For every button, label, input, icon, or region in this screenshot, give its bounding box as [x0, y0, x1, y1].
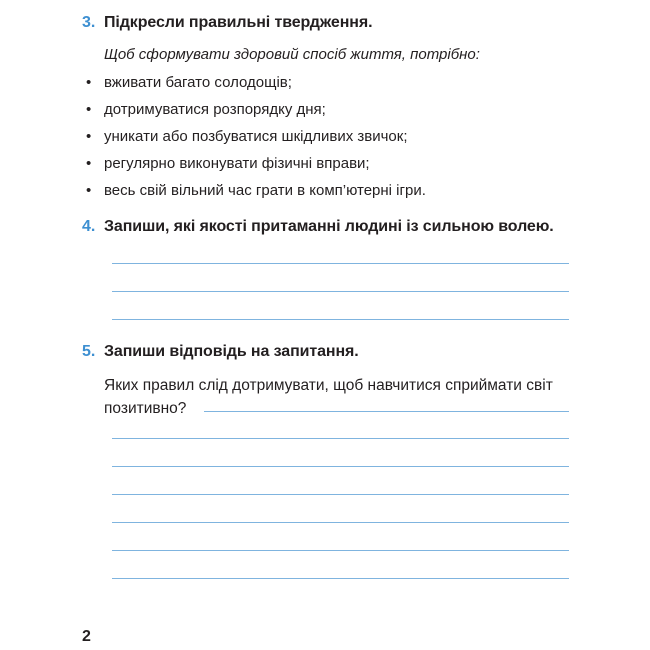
- statement-item[interactable]: • вживати багато солодощів;: [82, 69, 582, 96]
- task-title: Підкресли правильні твердження.: [104, 14, 373, 31]
- task-number: 5.: [82, 343, 96, 360]
- task-3: [82, 14, 582, 204]
- task-title: Запиши, які якості притаманні людині із сильною волею.: [104, 218, 554, 235]
- bullet-icon: •: [86, 128, 92, 145]
- task-number: 4.: [82, 218, 96, 235]
- answer-line[interactable]: [112, 319, 569, 320]
- statement-item[interactable]: • дотримуватися розпорядку дня;: [82, 96, 582, 123]
- answer-line[interactable]: [112, 263, 569, 264]
- answer-line[interactable]: [112, 522, 569, 523]
- bullet-icon: •: [86, 182, 92, 199]
- task-intro: Щоб сформувати здоровий спосіб життя, потрібно:: [104, 46, 480, 63]
- page-number: 2: [82, 628, 91, 645]
- task-5: [82, 343, 582, 361]
- answer-line[interactable]: [112, 438, 569, 439]
- task-3-header: [82, 14, 582, 32]
- statement-item[interactable]: • регулярно виконувати фізичні вправи;: [82, 150, 582, 177]
- statement-item[interactable]: • весь свій вільний час грати в комп’ютерні ігри.: [82, 177, 582, 204]
- question-line-2: позитивно?: [104, 400, 187, 417]
- answer-line[interactable]: [112, 550, 569, 551]
- answer-line[interactable]: [112, 578, 569, 579]
- answer-line[interactable]: [112, 494, 569, 495]
- answer-line[interactable]: [112, 466, 569, 467]
- bullet-icon: •: [86, 74, 92, 91]
- statement-list: [82, 69, 582, 204]
- task-4: [82, 218, 582, 236]
- statement-item[interactable]: • уникати або позбуватися шкідливих звичок;: [82, 123, 582, 150]
- task-5-header: [82, 343, 582, 361]
- task-4-header: [82, 218, 582, 236]
- task-title: Запиши відповідь на запитання.: [104, 343, 359, 360]
- bullet-icon: •: [86, 101, 92, 118]
- answer-line[interactable]: [204, 411, 569, 412]
- bullet-icon: •: [86, 155, 92, 172]
- question-line-1: Яких правил слід дотримувати, щоб навчитися сприймати світ: [104, 377, 553, 394]
- task-number: 3.: [82, 14, 96, 31]
- answer-line[interactable]: [112, 291, 569, 292]
